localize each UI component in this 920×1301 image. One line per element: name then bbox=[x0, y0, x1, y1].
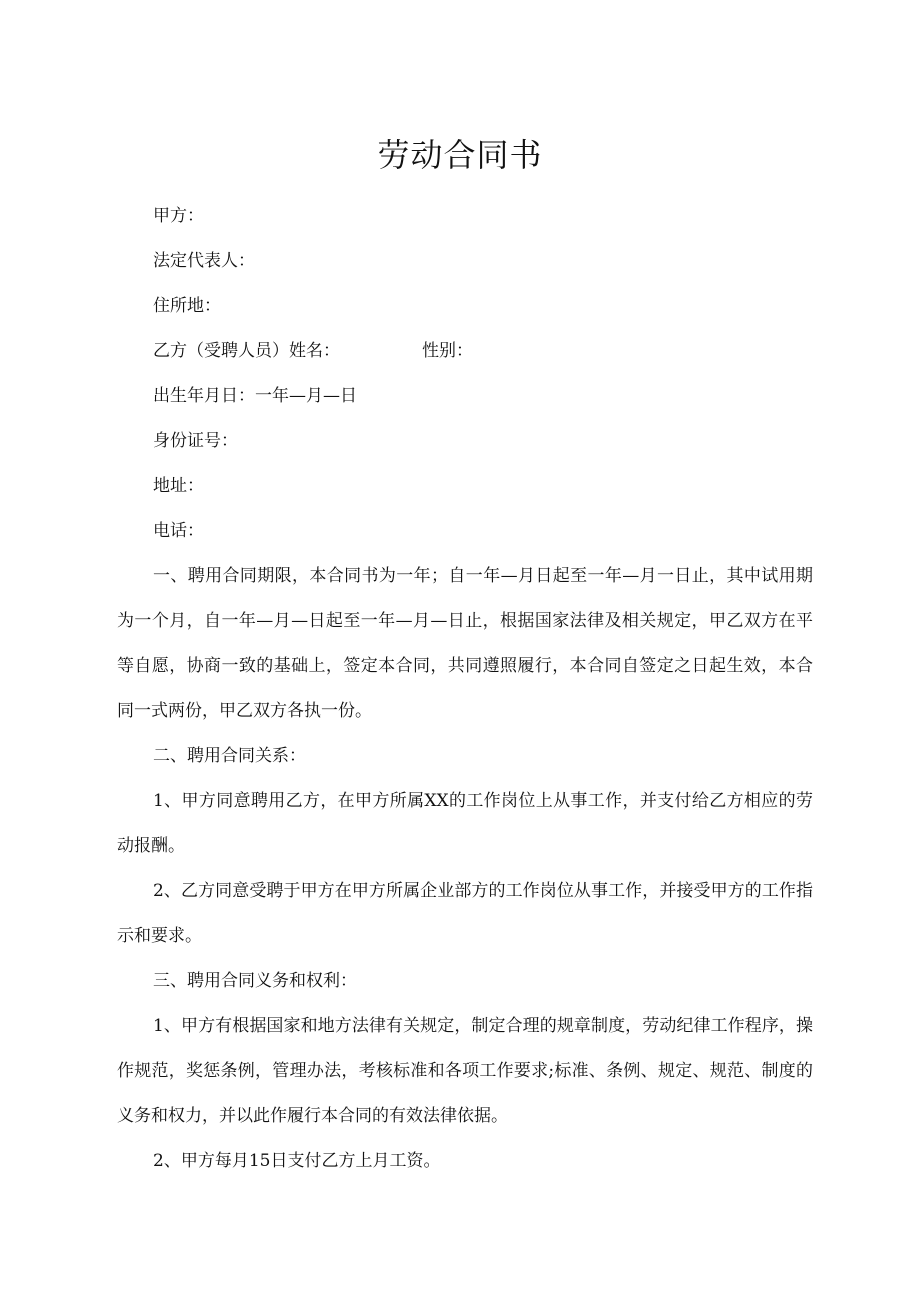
clause-2-heading: 二、聘用合同关系： bbox=[153, 746, 306, 766]
legal-representative-field: 法定代表人： bbox=[153, 251, 255, 271]
document-title: 劳动合同书 bbox=[377, 136, 543, 174]
birth-date-field: 出生年月日：一年—月—日 bbox=[153, 386, 357, 406]
clause-1-contract-term: 一、聘用合同期限，本合同书为一年；自一年—月日起至一年—月一日止，其中试用期为一个月，自一年—月—日起至一年—月—日止，根据国家法律及相关规定，甲乙双方在平等自愿，协商一致的基础上，签定本合同，共同遵照履行，本合同自签定之日起生效，本合同一式两份，甲乙双方各执一份。 bbox=[117, 566, 813, 721]
clause-2-item-1: 1、甲方同意聘用乙方，在甲方所属XX的工作岗位上从事工作，并支付给乙方相应的劳动报酬。 bbox=[117, 791, 813, 856]
party-a-field: 甲方： bbox=[153, 206, 204, 226]
party-b-name-field: 乙方（受聘人员）姓名： bbox=[153, 341, 340, 361]
gender-field: 性别： bbox=[422, 341, 473, 361]
clause-3-item-1: 1、甲方有根据国家和地方法律有关规定，制定合理的规章制度，劳动纪律工作程序，操作规范，奖惩条例，管理办法，考核标准和各项工作要求;标准、条例、规定、规范、制度的义务和权力，并以此作履行本合同的有效法律依据。 bbox=[117, 1016, 813, 1126]
party-b-line bbox=[117, 329, 813, 374]
residence-field: 住所地： bbox=[153, 296, 221, 316]
clause-3-heading: 三、聘用合同义务和权利： bbox=[153, 971, 357, 991]
clause-2-item-2: 2、乙方同意受聘于甲方在甲方所属企业部方的工作岗位从事工作，并接受甲方的工作指示和要求。 bbox=[117, 881, 813, 946]
document-body bbox=[117, 194, 813, 1184]
address-field: 地址： bbox=[153, 476, 204, 496]
id-number-field: 身份证号： bbox=[153, 431, 238, 451]
phone-field: 电话： bbox=[153, 521, 204, 541]
clause-3-item-2: 2、甲方每月15日支付乙方上月工资。 bbox=[153, 1151, 441, 1171]
